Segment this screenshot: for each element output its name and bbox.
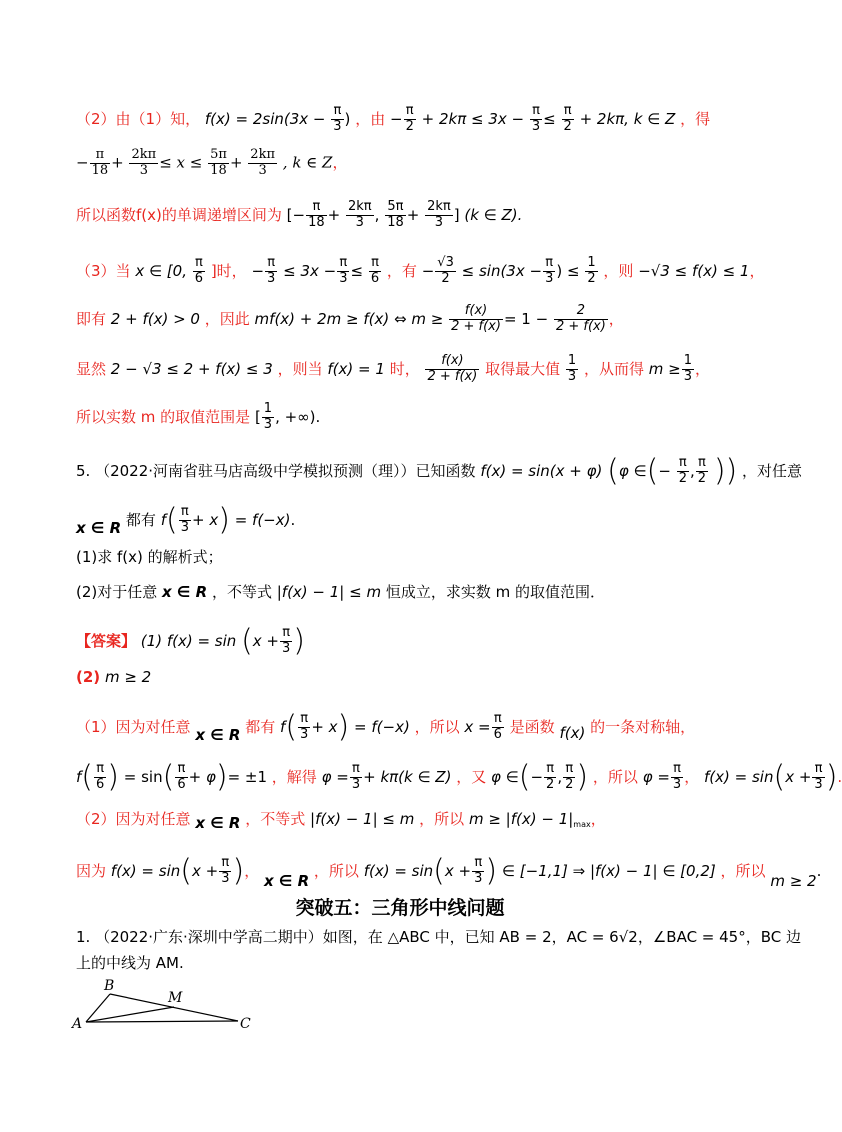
s1-f: 的一条对称轴， bbox=[590, 717, 696, 736]
solve-text: ，解得 bbox=[271, 767, 317, 786]
solution-2-prefix: （2）由（1）知， bbox=[76, 109, 201, 128]
s1-d: 是函数 bbox=[509, 717, 555, 736]
s1-b: 都有 bbox=[245, 717, 276, 736]
solution-3-prefix: （3）当 bbox=[76, 261, 131, 280]
s1-fx: f(x) bbox=[559, 723, 586, 742]
max-subscript: max bbox=[573, 820, 591, 829]
section-title: 突破五：三角形中线问题 bbox=[295, 897, 505, 919]
bound-2: 2 − √3 ≤ 2 + f(x) ≤ 3 bbox=[110, 359, 273, 378]
given-function: f(x) = sin(x + φ) bbox=[480, 461, 603, 480]
s3-a: 因为 bbox=[76, 861, 107, 880]
s1-a: （1）因为对任意 bbox=[76, 717, 191, 736]
question-1 bbox=[76, 930, 801, 945]
k-in-z: , k ∈ Z bbox=[282, 153, 333, 172]
when-text: ]时， bbox=[210, 261, 247, 280]
abs-inequality: |f(x) − 1| ≤ m bbox=[276, 583, 382, 601]
final-range: 所以实数 m 的取值范围是 [ $\frac{1}{3}$ , +∞). bbox=[76, 401, 321, 432]
get-text: ，得 bbox=[680, 109, 711, 128]
f-bound: −√3 ≤ f(x) ≤ 1 bbox=[638, 261, 750, 280]
range-line: − $\frac{\pi}{18}$ + $\frac{2k\pi}{3}$ ≤ x ≤ $\frac{5\pi}{18}$ + $\frac{2k\pi}{3}$ , k ∈ Z， bbox=[76, 147, 348, 178]
s2-b: ，不等式 bbox=[245, 810, 306, 828]
answer-1: 【答案】 (1) f(x) = sin (x + $\frac{\pi}{3}$ ) bbox=[76, 623, 305, 659]
median-AM bbox=[86, 1007, 174, 1022]
label-A: A bbox=[72, 1016, 83, 1032]
s3-b: ，所以 bbox=[313, 861, 359, 880]
have-text: ，有 bbox=[386, 261, 417, 280]
side-AC bbox=[86, 1021, 238, 1022]
jiyou-text: 即有 bbox=[76, 309, 107, 328]
inequality-part: + 2kπ ≤ 3x − bbox=[421, 109, 525, 128]
solution-1-line-1: （1）因为对任意 x ∈ R 都有 f( $\frac{\pi}{3}$ + x) = f(−x) ，所以 x = $\frac{\pi}{6}$ 是函数 f(x) 的一条对称轴， bbox=[76, 709, 696, 745]
final-text: 所以实数 m 的取值范围是 bbox=[76, 407, 251, 426]
answer-2-label: (2) bbox=[76, 668, 101, 686]
question-5-part-1: (1)求 f(x) 的解析式； bbox=[76, 548, 223, 566]
positivity: 2 + f(x) > 0 bbox=[110, 309, 200, 328]
question-source: （2022·河南省驻马店高级中学模拟预测（理））已知函数 bbox=[95, 461, 476, 480]
s2-d: m ≥ |f(x) − 1| bbox=[468, 810, 574, 828]
q1-text-2: 上的中线为 AM. bbox=[76, 954, 184, 972]
yinci-text: ，因此 bbox=[204, 309, 250, 328]
answer-label: 【答案】 bbox=[76, 631, 137, 650]
q1-text: （2022·广东·深圳中学高二期中）如图，在 △ABC 中，已知 AB = 2，AC = 6√2，∠BAC = 45°，BC 边 bbox=[95, 928, 801, 946]
label-C: C bbox=[240, 1016, 251, 1032]
s3-d: ，所以 bbox=[720, 861, 766, 880]
part-2-b: ，不等式 bbox=[211, 583, 272, 601]
answer-1-expr: (1) f(x) = sin bbox=[140, 631, 237, 650]
solution-2b-line: （2）因为对任意 x ∈ R ，不等式 |f(x) − 1| ≤ m ，所以 $m \ge |f(x) - 1|_{max}$， bbox=[76, 810, 606, 832]
range-plus: + bbox=[229, 153, 243, 172]
question-5-part-2: (2)对于任意 x ∈ R ，不等式 |f(x) − 1| ≤ m 恒成立，求实数 m 的取值范围． bbox=[76, 583, 606, 601]
side-AB bbox=[86, 994, 110, 1022]
solution-2-mid: ，由 bbox=[355, 109, 386, 128]
s3-c: ∈ [−1,1] ⇒ |f(x) − 1| ∈ [0,2] bbox=[501, 861, 716, 880]
interval-conclusion: 所以函数f(x)的单调递增区间为 [− $\frac{\pi}{18}$ + $\frac{2k\pi}{3}$ , $\frac{5\pi}{18}$ + $\frac{2k\pi}{3}$ ] (k ∈ Z). bbox=[76, 199, 523, 230]
x-in-R: x ∈ R bbox=[76, 518, 122, 537]
f-equals-1: f(x) = 1 bbox=[327, 359, 385, 378]
answer-2-expr: m ≥ 2 bbox=[104, 668, 152, 686]
equivalence: mf(x) + 2m ≥ f(x) ⇔ m ≥ bbox=[254, 309, 444, 328]
equivalence-line: 即有 2 + f(x) > 0 ，因此 mf(x) + 2m ≥ f(x) ⇔ m ≥ $\frac{f(x)}{2 + f(x)}$ = 1 − $\frac{2}{2 + f(x)}$ ， bbox=[76, 303, 624, 334]
label-M: M bbox=[168, 990, 183, 1006]
shi-text: 时， bbox=[389, 359, 420, 378]
part-2-a: (2)对于任意 bbox=[76, 583, 158, 601]
part-2-d: 恒成立，求实数 m 的取值范围． bbox=[385, 583, 606, 601]
suoyi-text: ，所以 bbox=[592, 767, 638, 786]
congerde-text: ，从而得 bbox=[583, 359, 644, 378]
triangle-figure bbox=[68, 978, 268, 1042]
then-text: ，则 bbox=[603, 261, 634, 280]
function-expression: f(x) = 2sin(3x − bbox=[204, 109, 326, 128]
solution-3b-line: 因为 f(x) = sin(x + $\frac{\pi}{3}$ )， x ∈ R ，所以 f(x) = sin(x + $\frac{\pi}{3}$ ) ∈ [−1,1] ⇒ |f(x) − 1| ∈ [0,2] ，所以 m ≥ 2. bbox=[76, 853, 822, 890]
xianran-text: 显然 bbox=[76, 359, 107, 378]
solution-2-line: （2）由（1）知， f(x) = 2sin(3x − $\frac{\pi}{3}$ ) ，由 − $\frac{\pi}{2}$ + 2kπ ≤ 3x − $\frac{\pi}{3}$ ≤ $\frac{\pi}{2}$ + 2kπ, k ∈ Z ，得 bbox=[76, 103, 711, 134]
question-5-condition: x ∈ R 都有 f( $\frac{\pi}{3}$ + x) = f(−x). bbox=[76, 502, 296, 538]
forall-text: ，对任意 bbox=[742, 461, 803, 480]
x-domain: x ∈ [0, bbox=[135, 261, 187, 280]
s2-a: （2）因为对任意 bbox=[76, 810, 191, 828]
solution-1-line-2: f( $\frac{\pi}{6}$ ) = sin( $\frac{\pi}{6}$ + φ)= ±1 ，解得 φ = $\frac{\pi}{3}$ + kπ(k ∈ Z) ，又 φ ∈(− $\frac{\pi}{2}$ , $\frac{\pi}{2}$ ) ，所以 φ = $\frac{\pi}{3}$ ， f(x) = sin(x + $\frac{\pi}{3}$ ). bbox=[76, 759, 842, 795]
solution-3-line: （3）当 x ∈ [0, $\frac{\pi}{6}$ ]时， − $\frac{\pi}{3}$ ≤ 3x − $\frac{\pi}{3}$ ≤ $\frac{\pi}{6}$ ，有 − $\frac{√3}{2}$ ≤ sin(3x − $\frac{\pi}{3}$ ) ≤ $\frac{1}{2}$ ，则 −√3 ≤ f(x) ≤ 1， bbox=[76, 255, 765, 286]
question-number: 5. bbox=[76, 461, 91, 480]
interval-kz: (k ∈ Z). bbox=[464, 205, 523, 224]
max-line: 显然 2 − √3 ≤ 2 + f(x) ≤ 3 ，则当 f(x) = 1 时， $\frac{f(x)}{2 + f(x)}$ 取得最大值 $\frac{1}{3}$ ，从而得 m ≥ $\frac{1}{3}$ ， bbox=[76, 353, 711, 384]
zedang-text: ，则当 bbox=[277, 359, 323, 378]
q1-number: 1. bbox=[76, 928, 91, 946]
label-B: B bbox=[104, 978, 115, 994]
question-5: 5. （2022·河南省驻马店高级中学模拟预测（理））已知函数 f(x) = sin(x + φ) (φ ∈(− $\frac{\pi}{2}$ , $\frac{\pi}{2}$ )) ，对任意 bbox=[76, 453, 803, 489]
dou-text: 都有 bbox=[125, 510, 156, 529]
inequality-end: + 2kπ, k ∈ Z bbox=[579, 109, 676, 128]
conclusion-text: 所以函数f(x)的单调递增区间为 bbox=[76, 205, 282, 224]
you-text: ，又 bbox=[456, 767, 487, 786]
s2-c: ，所以 bbox=[419, 810, 465, 828]
s1-c: ，所以 bbox=[414, 717, 460, 736]
max-text: 取得最大值 bbox=[485, 359, 561, 378]
answer-2 bbox=[76, 670, 151, 685]
f-neg-x: = f(−x) bbox=[234, 510, 291, 529]
